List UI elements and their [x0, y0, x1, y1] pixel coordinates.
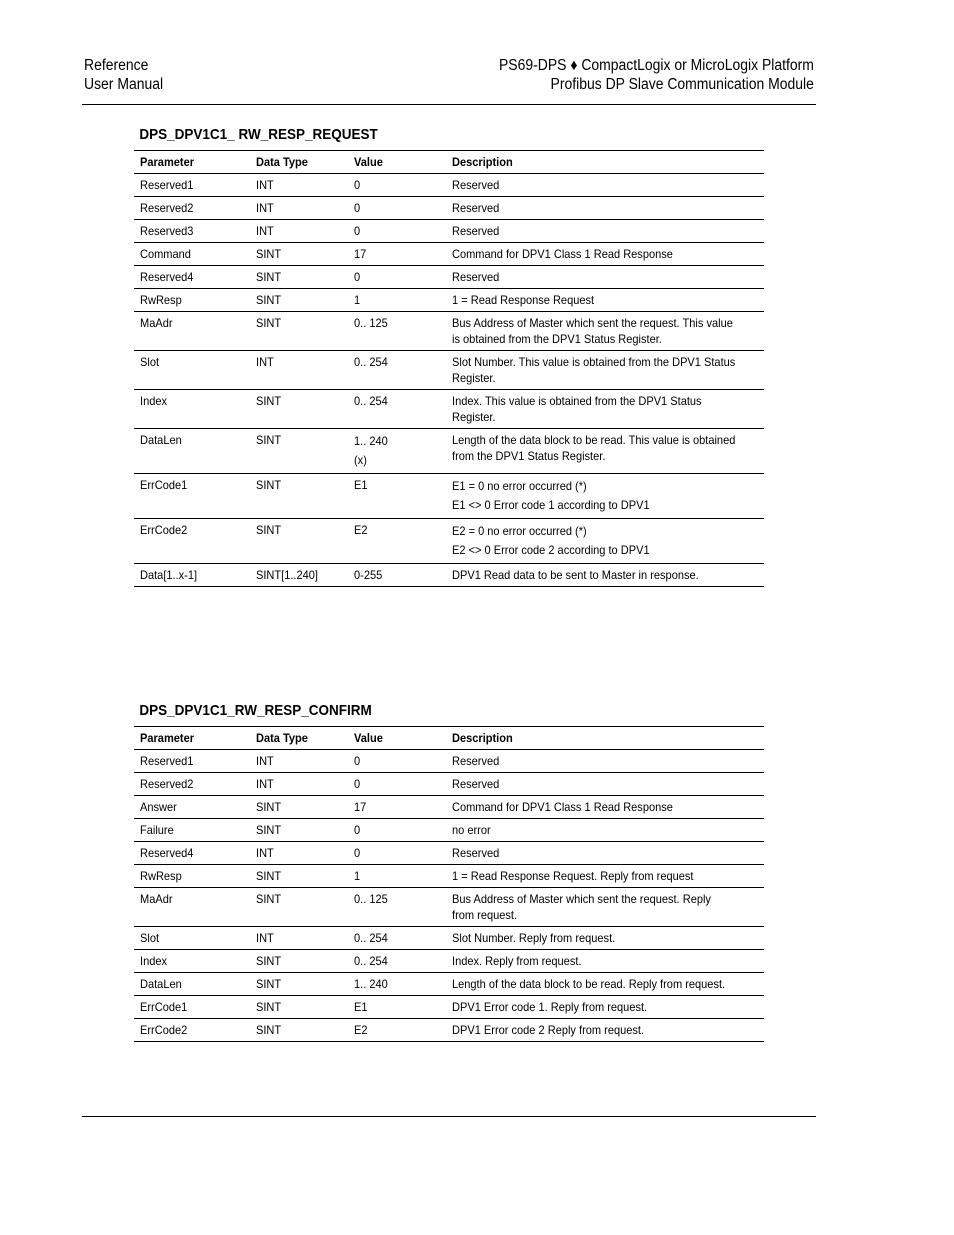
table-row	[134, 390, 764, 429]
cell-value: 0.. 254	[348, 390, 446, 429]
cell-data-type: SINT	[250, 865, 348, 888]
cell-value: 0	[348, 773, 446, 796]
cell-description: Index. This value is obtained from the DPV1 Status Register.	[446, 390, 764, 429]
cell-data-type: INT	[250, 220, 348, 243]
table-row	[134, 351, 764, 390]
cell-parameter: Reserved2	[134, 197, 250, 220]
cell-parameter: DataLen	[134, 429, 250, 474]
cell-parameter: ErrCode2	[134, 1019, 250, 1042]
table-row	[134, 174, 764, 197]
cell-value: 0	[348, 842, 446, 865]
cell-data-type: SINT	[250, 312, 348, 351]
cell-description: DPV1 Read data to be sent to Master in response.	[446, 564, 764, 587]
table-row	[134, 266, 764, 289]
cell-value: 0	[348, 819, 446, 842]
cell-parameter: Index	[134, 390, 250, 429]
column-header: Value	[348, 727, 446, 750]
cell-description: no error	[446, 819, 764, 842]
column-header: Parameter	[134, 727, 250, 750]
cell-description: 1 = Read Response Request. Reply from request	[446, 865, 764, 888]
cell-data-type: SINT	[250, 973, 348, 996]
cell-data-type: SINT	[250, 796, 348, 819]
cell-parameter: Reserved3	[134, 220, 250, 243]
cell-parameter: Answer	[134, 796, 250, 819]
header-manual-label: User Manual	[84, 76, 164, 93]
cell-data-type: INT	[250, 174, 348, 197]
column-header: Description	[446, 727, 764, 750]
table-row	[134, 519, 764, 564]
cell-value: E1	[348, 996, 446, 1019]
cell-data-type: INT	[250, 842, 348, 865]
cell-description: Bus Address of Master which sent the request. Reply from request.	[446, 888, 764, 927]
cell-value: E1	[348, 474, 446, 519]
confirm-table-body	[134, 750, 764, 1042]
table-row	[134, 220, 764, 243]
cell-parameter: Slot	[134, 351, 250, 390]
cell-description: Bus Address of Master which sent the request. This value is obtained from the DPV1 Status Register.	[446, 312, 764, 351]
header-divider	[82, 104, 816, 105]
cell-value: 0	[348, 266, 446, 289]
cell-description: DPV1 Error code 2 Reply from request.	[446, 1019, 764, 1042]
request-table-body	[134, 174, 764, 587]
cell-description: Reserved	[446, 773, 764, 796]
cell-data-type: SINT	[250, 950, 348, 973]
cell-description: Reserved	[446, 174, 764, 197]
cell-parameter: ErrCode1	[134, 996, 250, 1019]
cell-parameter: Reserved4	[134, 842, 250, 865]
column-header: Data Type	[250, 727, 348, 750]
cell-value: 0.. 254	[348, 351, 446, 390]
cell-description: Reserved	[446, 266, 764, 289]
cell-parameter: RwResp	[134, 289, 250, 312]
cell-description: Reserved	[446, 220, 764, 243]
header-left	[84, 56, 163, 94]
request-table-section	[134, 126, 764, 587]
table-row	[134, 973, 764, 996]
cell-parameter: Reserved2	[134, 773, 250, 796]
cell-value: E2	[348, 1019, 446, 1042]
cell-parameter: Data[1..x-1]	[134, 564, 250, 587]
table-row	[134, 429, 764, 474]
cell-parameter: Failure	[134, 819, 250, 842]
cell-data-type: SINT	[250, 888, 348, 927]
table-row	[134, 865, 764, 888]
cell-description: Length of the data block to be read. Reply from request.	[446, 973, 764, 996]
cell-description: Command for DPV1 Class 1 Read Response	[446, 243, 764, 266]
table-row	[134, 1019, 764, 1042]
cell-data-type: SINT	[250, 474, 348, 519]
table-header-row	[134, 151, 764, 174]
cell-value: 1.. 240	[348, 973, 446, 996]
cell-description: Slot Number. This value is obtained from the DPV1 Status Register.	[446, 351, 764, 390]
cell-data-type: INT	[250, 927, 348, 950]
table-row	[134, 796, 764, 819]
cell-description: DPV1 Error code 1. Reply from request.	[446, 996, 764, 1019]
table-row	[134, 773, 764, 796]
table-row	[134, 996, 764, 1019]
column-header: Data Type	[250, 151, 348, 174]
cell-value: 0.. 254	[348, 950, 446, 973]
cell-parameter: ErrCode2	[134, 519, 250, 564]
header-product-title: PS69-DPS ♦ CompactLogix or MicroLogix Platform	[499, 57, 814, 74]
cell-parameter: MaAdr	[134, 888, 250, 927]
footer-divider	[82, 1116, 816, 1117]
table-row	[134, 312, 764, 351]
cell-parameter: ErrCode1	[134, 474, 250, 519]
cell-parameter: Slot	[134, 927, 250, 950]
cell-value: 0	[348, 750, 446, 773]
cell-data-type: INT	[250, 351, 348, 390]
cell-description: E2 = 0 no error occurred (*) E2 <> 0 Error code 2 according to DPV1	[446, 519, 764, 564]
cell-parameter: Command	[134, 243, 250, 266]
cell-parameter: Reserved1	[134, 750, 250, 773]
cell-description: E1 = 0 no error occurred (*) E1 <> 0 Error code 1 according to DPV1	[446, 474, 764, 519]
cell-parameter: Index	[134, 950, 250, 973]
table-row	[134, 888, 764, 927]
cell-description: Length of the data block to be read. This value is obtained from the DPV1 Status Register.	[446, 429, 764, 474]
confirm-table-section	[134, 702, 764, 1042]
header-right	[499, 56, 814, 94]
confirm-table	[134, 726, 764, 1042]
table-row	[134, 842, 764, 865]
column-header: Parameter	[134, 151, 250, 174]
cell-parameter: MaAdr	[134, 312, 250, 351]
cell-parameter: Reserved1	[134, 174, 250, 197]
cell-data-type: SINT	[250, 243, 348, 266]
header-product-subtitle: Profibus DP Slave Communication Module	[550, 76, 814, 93]
cell-data-type: SINT	[250, 429, 348, 474]
cell-value: 0	[348, 174, 446, 197]
table-row	[134, 750, 764, 773]
header-section-label: Reference	[84, 57, 149, 74]
cell-data-type: SINT[1..240]	[250, 564, 348, 587]
cell-parameter: Reserved4	[134, 266, 250, 289]
cell-description: Command for DPV1 Class 1 Read Response	[446, 796, 764, 819]
cell-description: Index. Reply from request.	[446, 950, 764, 973]
table-row	[134, 474, 764, 519]
cell-description: Reserved	[446, 750, 764, 773]
cell-data-type: SINT	[250, 1019, 348, 1042]
cell-data-type: SINT	[250, 289, 348, 312]
table-row	[134, 564, 764, 587]
request-table	[134, 150, 764, 587]
cell-data-type: INT	[250, 750, 348, 773]
cell-value: 0.. 254	[348, 927, 446, 950]
cell-data-type: SINT	[250, 819, 348, 842]
table-header-row	[134, 727, 764, 750]
cell-value: 1	[348, 289, 446, 312]
cell-value: 17	[348, 796, 446, 819]
request-table-title: DPS_DPV1C1_ RW_RESP_REQUEST	[139, 126, 378, 143]
table-row	[134, 243, 764, 266]
cell-data-type: SINT	[250, 519, 348, 564]
cell-data-type: INT	[250, 197, 348, 220]
column-header: Value	[348, 151, 446, 174]
cell-parameter: RwResp	[134, 865, 250, 888]
cell-value: 0.. 125	[348, 312, 446, 351]
cell-value: 1.. 240 (x)	[348, 429, 446, 474]
cell-description: Reserved	[446, 197, 764, 220]
cell-parameter: DataLen	[134, 973, 250, 996]
cell-value: 0	[348, 197, 446, 220]
cell-value: E2	[348, 519, 446, 564]
cell-description: Reserved	[446, 842, 764, 865]
cell-data-type: SINT	[250, 266, 348, 289]
table-row	[134, 197, 764, 220]
cell-value: 0-255	[348, 564, 446, 587]
cell-description: 1 = Read Response Request	[446, 289, 764, 312]
cell-value: 0.. 125	[348, 888, 446, 927]
confirm-table-title: DPS_DPV1C1_RW_RESP_CONFIRM	[139, 702, 372, 719]
cell-value: 0	[348, 220, 446, 243]
cell-data-type: SINT	[250, 390, 348, 429]
column-header: Description	[446, 151, 764, 174]
cell-data-type: INT	[250, 773, 348, 796]
table-row	[134, 927, 764, 950]
cell-data-type: SINT	[250, 996, 348, 1019]
cell-description: Slot Number. Reply from request.	[446, 927, 764, 950]
page-header	[84, 56, 814, 100]
cell-value: 17	[348, 243, 446, 266]
table-row	[134, 950, 764, 973]
cell-value: 1	[348, 865, 446, 888]
table-row	[134, 289, 764, 312]
table-row	[134, 819, 764, 842]
